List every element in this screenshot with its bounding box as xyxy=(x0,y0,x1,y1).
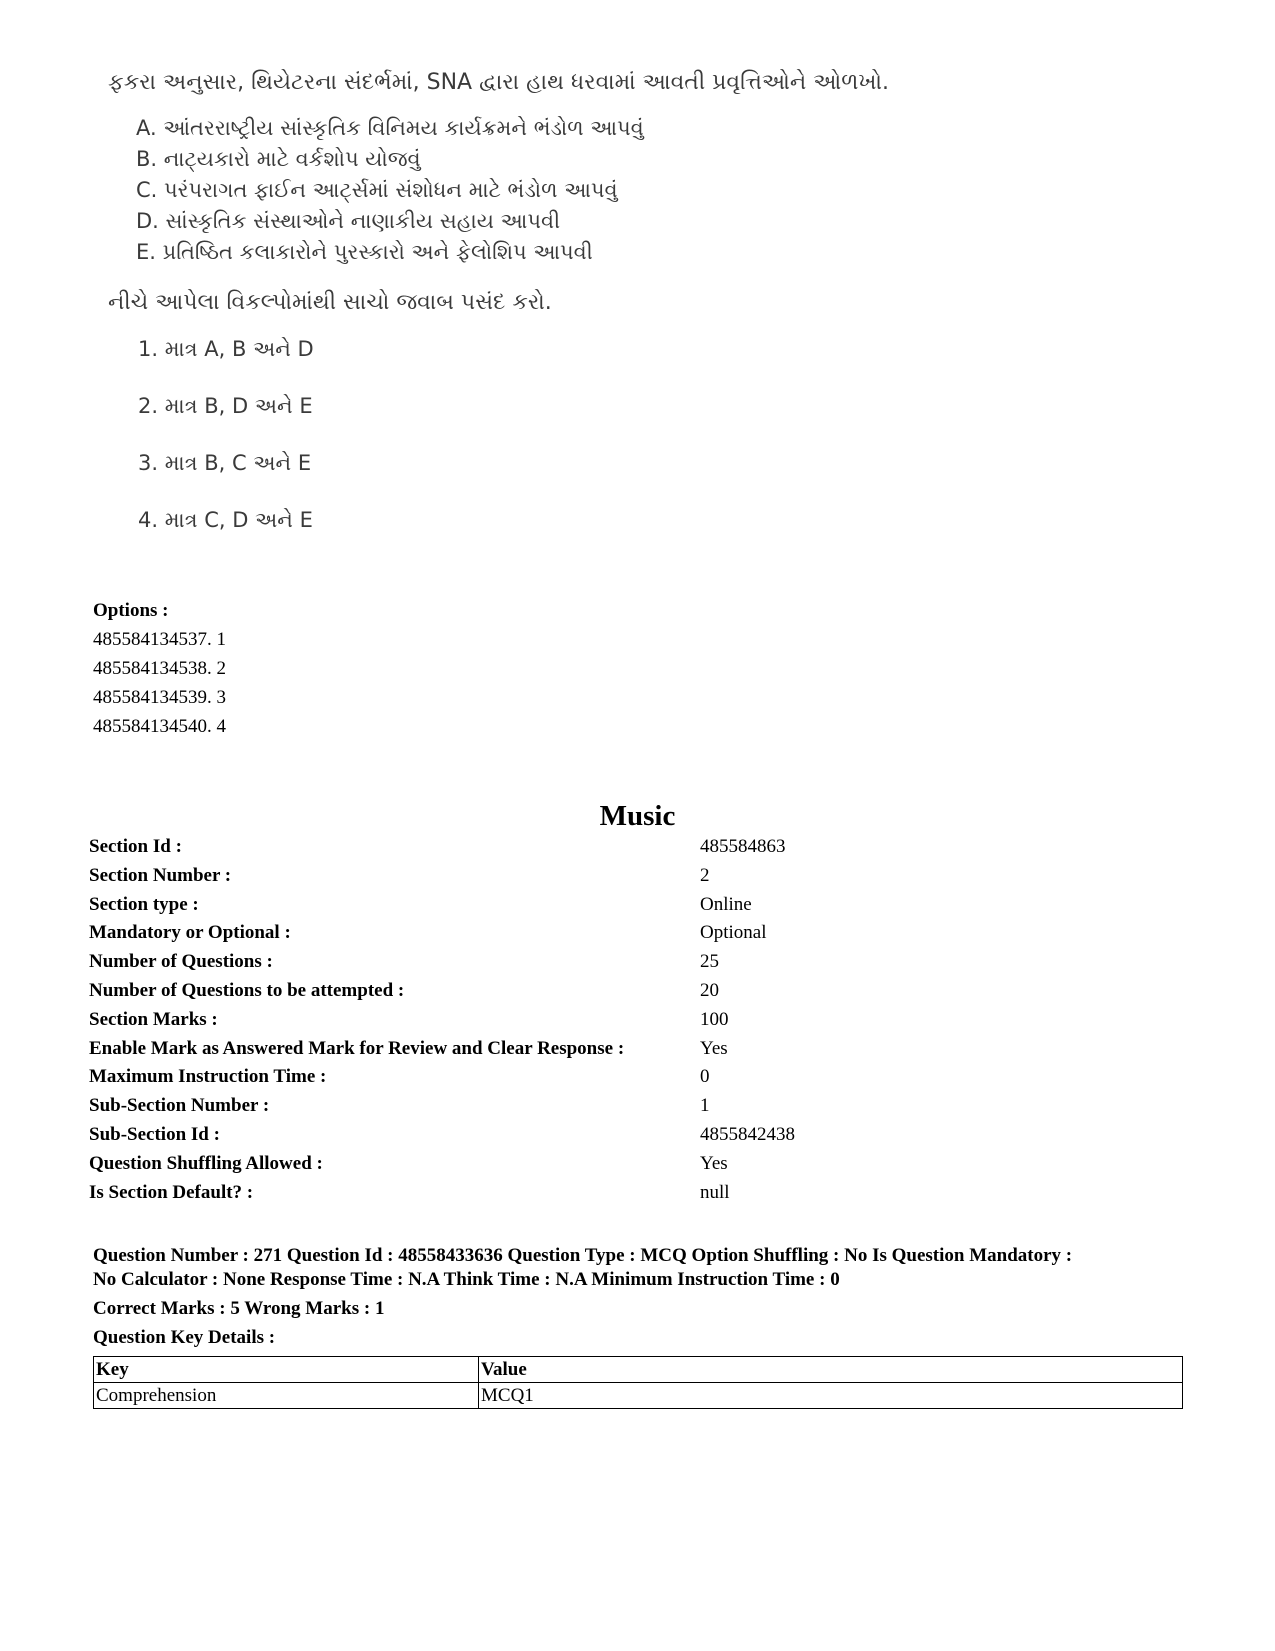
question-image xyxy=(108,70,968,565)
info-row xyxy=(89,1182,1209,1211)
key-details-heading: Question Key Details : xyxy=(93,1327,276,1348)
table-header-value: Value xyxy=(479,1357,1183,1383)
info-key: Mandatory or Optional : xyxy=(89,922,291,944)
table-cell-key: Comprehension xyxy=(94,1383,479,1409)
info-row xyxy=(89,1009,1209,1038)
info-value: 485584863 xyxy=(700,836,786,857)
info-value: 4855842438 xyxy=(700,1123,795,1145)
info-key: Number of Questions to be attempted : xyxy=(89,979,405,1001)
statement-e: E. પ્રતિષ્ઠિત કલાકારોને પુરસ્કારો અને ફેલોશિપ આપવી xyxy=(136,240,593,264)
statement-b: B. નાટ્યકારો માટે વર્કશોપ યોજવું xyxy=(136,147,421,171)
statement-d: D. સાંસ્કૃતિક સંસ્થાઓને નાણાકીય સહાય આપવી xyxy=(136,209,561,233)
info-key: Sub-Section Id : xyxy=(89,1123,220,1145)
choice-3: 3. માત્ર B, C અને E xyxy=(138,451,312,475)
question-meta-line: No Calculator : None Response Time : N.A Think Time : N.A Minimum Instruction Time : 0 xyxy=(93,1269,840,1290)
info-row xyxy=(89,836,1209,865)
table-header-row xyxy=(94,1357,1183,1383)
statement-a: A. આંતરરાષ્ટ્રીય સાંસ્કૃતિક વિનિમય કાર્યક્રમને ભંડોળ આપવું xyxy=(136,116,644,140)
options-list xyxy=(93,596,226,741)
question-instruction: નીચે આપેલા વિકલ્પોમાંથી સાચો જવાબ પસંદ કરો. xyxy=(108,290,552,315)
options-heading: Options : xyxy=(93,600,169,621)
section-info xyxy=(89,836,1209,1210)
info-value: Yes xyxy=(700,1152,728,1174)
section-title: Music xyxy=(599,800,676,832)
info-value: Optional xyxy=(700,922,767,944)
info-value: 0 xyxy=(700,1066,710,1088)
statement-c: C. પરંપરાગત ફાઈન આર્ટ્સમાં સંશોધન માટે ભંડોળ આપવું xyxy=(136,178,618,202)
info-row xyxy=(89,922,1209,951)
marks-line: Correct Marks : 5 Wrong Marks : 1 xyxy=(93,1298,385,1319)
option-item: 485584134538. 2 xyxy=(93,658,226,679)
info-key: Enable Mark as Answered Mark for Review and Clear Response : xyxy=(89,1037,625,1059)
table-row xyxy=(94,1383,1183,1409)
info-value: 100 xyxy=(700,1008,729,1030)
option-item: 485584134539. 3 xyxy=(93,687,226,708)
info-row xyxy=(89,1038,1209,1067)
info-value: Online xyxy=(700,893,752,915)
info-row xyxy=(89,1153,1209,1182)
key-details-table xyxy=(93,1356,1183,1409)
table-header-key: Key xyxy=(94,1357,479,1383)
question-meta xyxy=(93,1244,1193,1350)
info-row xyxy=(89,951,1209,980)
info-value: null xyxy=(700,1181,730,1203)
question-meta-line: Question Number : 271 Question Id : 48558433636 Question Type : MCQ Option Shuffling : No Is Question Mandatory : xyxy=(93,1245,1073,1266)
info-row xyxy=(89,865,1209,894)
info-row xyxy=(89,1066,1209,1095)
info-value: 1 xyxy=(700,1095,710,1117)
info-key: Section Marks : xyxy=(89,1008,218,1030)
question-stem: ફકરા અનુસાર, થિયેટરના સંદર્ભમાં, SNA દ્વારા હાથ ધરવામાં આવતી પ્રવૃત્તિઓને ઓળખો. xyxy=(108,70,890,95)
info-value: 2 xyxy=(700,864,710,886)
info-value: Yes xyxy=(700,1037,728,1059)
option-item: 485584134540. 4 xyxy=(93,716,226,737)
info-key: Sub-Section Number : xyxy=(89,1095,270,1117)
info-value: 20 xyxy=(700,979,719,1001)
choice-4: 4. માત્ર C, D અને E xyxy=(138,508,313,532)
option-item: 485584134537. 1 xyxy=(93,629,226,650)
choice-2: 2. માત્ર B, D અને E xyxy=(138,394,313,418)
info-key: Section type : xyxy=(89,893,199,915)
info-key: Section Id : xyxy=(89,836,182,857)
info-key: Question Shuffling Allowed : xyxy=(89,1152,323,1174)
info-row xyxy=(89,1095,1209,1124)
info-row xyxy=(89,894,1209,923)
info-key: Is Section Default? : xyxy=(89,1181,254,1203)
info-key: Section Number : xyxy=(89,864,232,886)
info-key: Maximum Instruction Time : xyxy=(89,1066,327,1088)
info-row xyxy=(89,980,1209,1009)
choice-1: 1. માત્ર A, B અને D xyxy=(138,337,314,361)
table-cell-value: MCQ1 xyxy=(479,1383,1183,1409)
info-value: 25 xyxy=(700,951,719,973)
info-row xyxy=(89,1124,1209,1153)
info-key: Number of Questions : xyxy=(89,951,273,973)
